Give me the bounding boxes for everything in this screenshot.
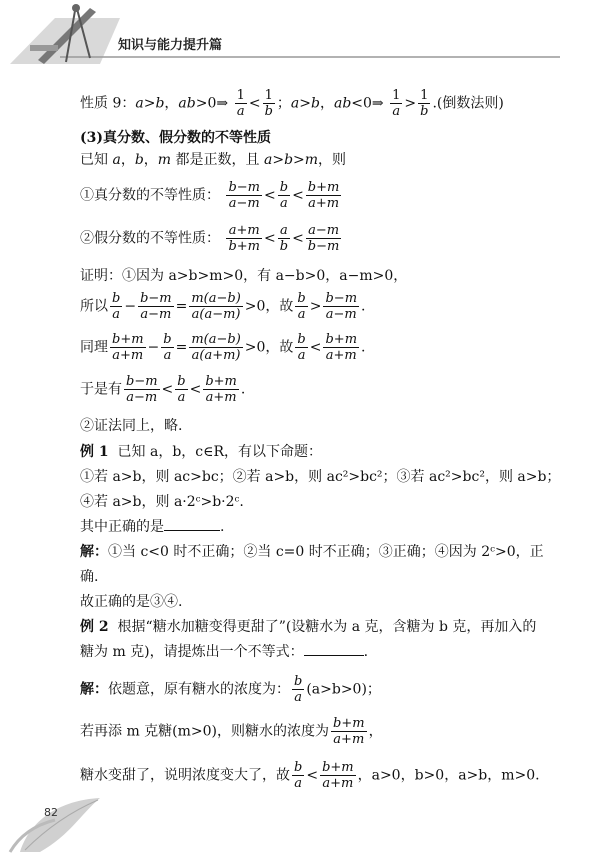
fraction: $\frac{1}{b}$ [264, 88, 273, 119]
proof-step-1: 所以 $\frac{b}{a}$ − $\frac{b-m}{a-m}$ = $\frac{m(a-b)}{a(a-m)}$ >0，故 $\frac{b}{a}$ > $\frac{b-m}{a-m}$ . [80, 291, 366, 322]
example-1-answer: 故正确的是③④. [80, 594, 183, 610]
example-2-solution-1: 解：依题意，原有糖水的浓度为： $\frac{b}{a}$ (a>b>0)； [80, 674, 381, 705]
fraction: $\frac{1}{b}$ [420, 88, 429, 119]
example-2-title: 例 2 根据“糖水加糖变得更甜了”(设糖水为 a 克，含糖为 b 克，再加入的 [80, 619, 537, 635]
known-statement: 已知 a，b，m 都是正数，且 a>b>m，则 [80, 152, 347, 168]
proper-fraction-property: ①真分数的不等性质： $\frac{b-m}{a-m}$ < $\frac{b}{a}$ < $\frac{b+m}{a+m}$ [80, 180, 340, 211]
proof-conclusion: 于是有 $\frac{b-m}{a-m}$ < $\frac{b}{a}$ < $\frac{b+m}{a+m}$ . [80, 374, 246, 405]
fraction: $\frac{1}{a}$ [236, 88, 245, 119]
answer-blank [164, 530, 220, 531]
improper-fraction-property: ②假分数的不等性质： $\frac{a+m}{b+m}$ < $\frac{a}{b}$ < $\frac{a-m}{b-m}$ [80, 223, 340, 254]
leaf-decoration [0, 790, 120, 855]
page-header [0, 0, 593, 80]
proof-2-note: ②证法同上，略. [80, 418, 183, 434]
example-2-solution-3: 糖水变甜了，说明浓度变大了，故 $\frac{b}{a}$ < $\frac{b+m}{a+m}$ ，a>0，b>0，a>b，m>0. [80, 760, 540, 791]
proof-step-2: 同理 $\frac{b+m}{a+m}$ − $\frac{b}{a}$ = $\frac{m(a-b)}{a(a+m)}$ >0，故 $\frac{b}{a}$ < $\frac{b+m}{a+m}$ . [80, 332, 366, 363]
answer-blank [304, 655, 364, 656]
example-1-proposition-4: ④若 a>b，则 a·2ᶜ>b·2ᶜ. [80, 494, 244, 510]
proof-line: 证明：①因为 a>b>m>0，有 a−b>0，a−m>0， [80, 268, 408, 284]
property-9: 性质 9：a>b，ab>0⇒ $\frac{1}{a}$ < $\frac{1}{b}$ ；a>b，ab<0⇒ $\frac{1}{a}$ > $\frac{1}{b}$ .(倒数法则) [80, 88, 504, 119]
example-1-solution: 解：①当 c<0 时不正确；②当 c=0 时不正确；③正确；④因为 2ᶜ>0，正 [80, 544, 544, 560]
page-footer [0, 790, 120, 855]
example-2-solution-2: 若再添 m 克糖(m>0)，则糖水的浓度为 $\frac{b+m}{a+m}$ ， [80, 716, 383, 747]
page-number: 82 [44, 806, 58, 819]
example-1-propositions: ①若 a>b，则 ac>bc；②若 a>b，则 ac²>bc²；③若 ac²>bc²，则 a>b； [80, 469, 561, 485]
example-1-question: 其中正确的是 . [80, 519, 225, 535]
section-heading: (3)真分数、假分数的不等性质 [80, 130, 271, 146]
example-2-question: 糖为 m 克)，请提炼出一个不等式： . [80, 644, 369, 660]
fraction: $\frac{1}{a}$ [392, 88, 401, 119]
running-head: 知识与能力提升篇 [118, 38, 223, 53]
example-1-solution-cont: 确. [80, 569, 99, 585]
header-decoration [0, 0, 593, 80]
example-1-title: 例 1 已知 a，b，c∈R，有以下命题： [80, 444, 323, 460]
